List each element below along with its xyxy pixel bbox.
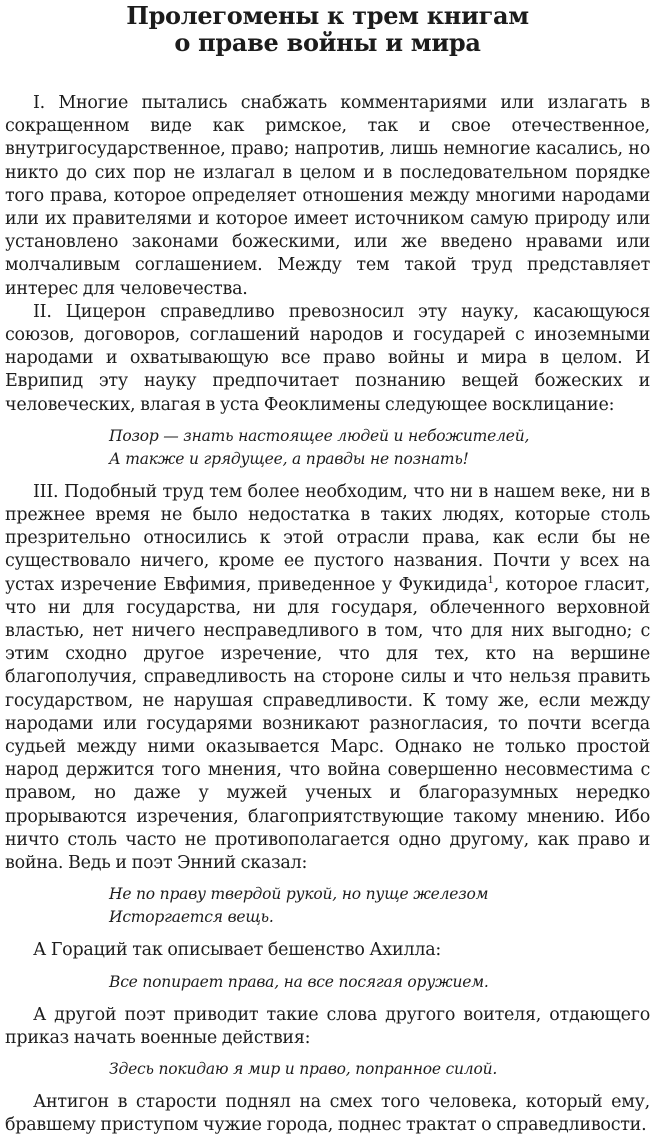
verse-line: А также и грядущее, а правды не познать! [109,449,469,468]
verse-line: Исторгается вещь. [109,908,274,927]
verse-quote-3 [5,971,650,994]
verse-line: Все попирает права, на все посягая оружием. [109,972,489,991]
paragraph-1: I. Многие пытались снабжать комментариями или излагать в сокращенном виде как римское, так и свое отечественное, внутригосударственное, право; напротив, лишь немногие касались, но никто до сих пор не излагал в целом и в последовательном порядке того права, которое определяет отношения между многими народами или их правителями и которое имеет источником самую природу или установлено законами божескими, или же введено нравами или молчаливым соглашением. Между тем такой труд представляет интерес для человечества. [5,93,650,299]
paragraph-5: А другой поэт приводит такие слова другого воителя, отдающего приказ начать военные действия: [5,1004,650,1048]
paragraph-3-text-b: , которое гласит, что ни для государства, ни для государя, облеченного верховной властью, нет ничего несправедливого в том, что для них выгодно; с этим сходно другое изречение, что для тех, кто на вершине благополучия, справедливость на стороне силы и что нельзя править государством, не нарушая справедливости. К тому же, если между народами или государями возникают разногласия, то почти всегда судьей между ними оказывается Марс. Однако не только простой народ держится того мнения, что война совершенно несовместима с правом, но даже у мужей ученых и благоразумных нередко прорываются изречения, благоприятствующие такому мнению. Ибо ничто столь часто не противополагается одно другому, как право и война. Ведь и поэт Энний сказал: [5,574,650,874]
paragraph-4: А Гораций так описывает бешенство Ахилла: [33,940,442,961]
verse-quote-1 [5,425,650,471]
paragraph-3 [5,481,650,875]
verse-line: Здесь покидаю я мир и право, попранное силой. [109,1059,498,1078]
page-title [5,2,650,56]
verse-quote-4 [5,1058,650,1081]
footnote-marker: 1 [487,574,494,586]
paragraph-6: Антигон в старости поднял на смех того человека, который ему, бравшему приступом чужие города, поднес трактат о справедливости. [5,1091,650,1136]
title-line-2: о праве войны и мира [174,28,481,57]
title-line-1: Пролегомены к трем книгам [126,1,529,30]
paragraph-3-text-a: III. Подобный труд тем более необходим, что ни в нашем веке, ни в прежнее время не было недостатка в таких людях, которые столь презрительно относились к этой отрасли права, как если бы не существовало ничего, кроме ее пустого названия. Почти у всех на устах изречение Евфимия, приведенное у Фукидида [5,481,650,595]
paragraph-2: II. Цицерон справедливо превозносил эту науку, касающуюся союзов, договоров, соглашений народов и государей с иноземными народами и охватывающую все право войны и мира в целом. И Еврипид эту науку предпочитает познанию вещей божеских и человеческих, влагая в уста Феоклимены следующее восклицание: [5,301,650,415]
verse-line: Не по праву твердой рукой, но пуще железом [109,885,489,904]
verse-line: Позор — знать настоящее людей и небожителей, [109,426,530,445]
verse-quote-2 [5,883,650,929]
